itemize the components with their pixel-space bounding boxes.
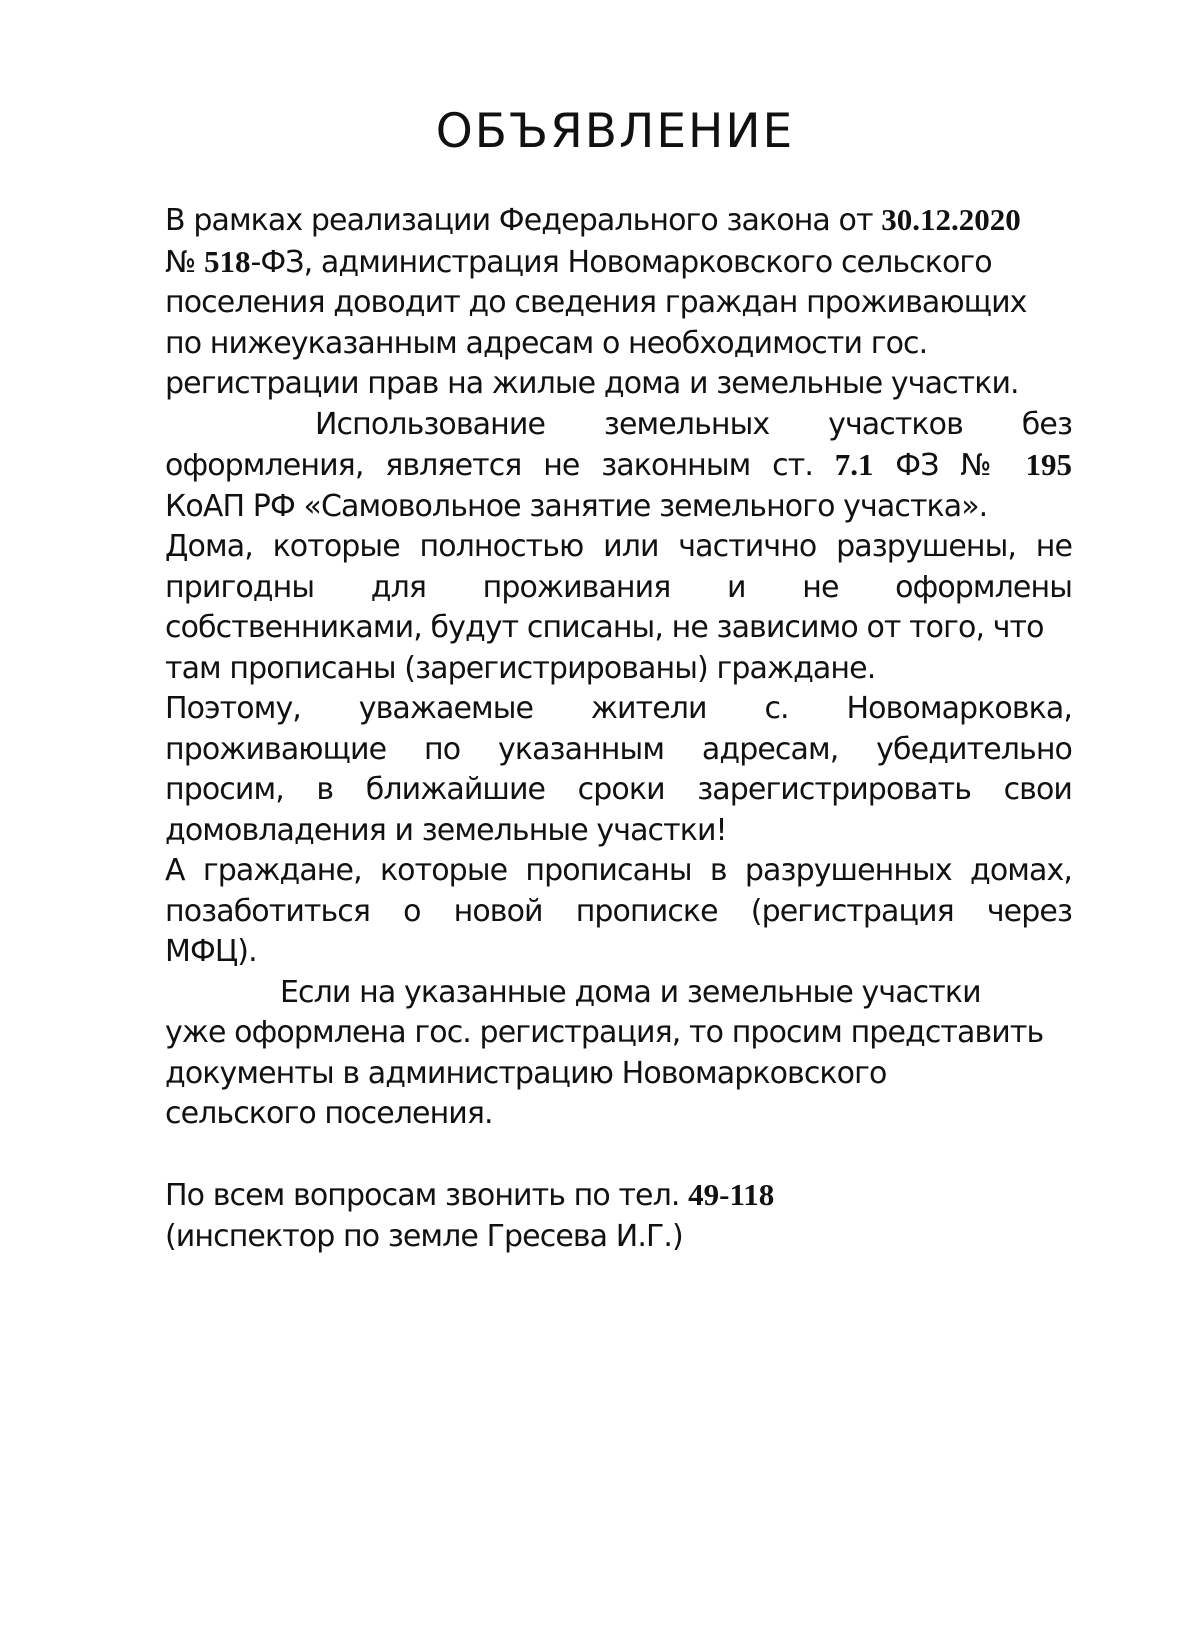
page-title: ОБЪЯВЛЕНИЕ [435, 104, 795, 159]
paragraph-land-use [165, 405, 1072, 528]
text-line: КоАП РФ «Самовольное занятие земельного участка». [165, 488, 988, 524]
announcement-body [165, 200, 1072, 1257]
law-number: 518 [203, 243, 251, 279]
paragraph-documents [165, 973, 1072, 1135]
text-line: там прописаны (зарегистрированы) граждане. [165, 650, 876, 686]
text-line: Если на указанные дома и земельные участки [280, 974, 981, 1010]
text-line: № 518-ФЗ, администрация Новомарковского сельского [165, 243, 992, 280]
text-line: сельского поселения. [165, 1096, 493, 1131]
text-line: регистрации прав на жилые дома и земельные участки. [165, 366, 1019, 401]
text-line: По всем вопросам звонить по тел. 49-118 [165, 1177, 775, 1213]
text-line: по нижеуказанным адресам о необходимости гос. [165, 325, 928, 361]
paragraph-law-reference [165, 200, 1072, 405]
paragraph-ruined-houses [165, 527, 1072, 689]
text-line: Дома, которые полностью или частично разрушены, не [165, 529, 1072, 564]
text-line: Использование земельных участков без [315, 406, 1072, 442]
text-line: позаботиться о новой прописке (регистрация через [165, 893, 1072, 929]
text-line: оформления, является не законным ст. 7.1 ФЗ № 195 [165, 447, 1072, 483]
spacer [165, 1135, 1072, 1176]
inspector-name: (инспектор по земле Гресева И.Г.) [165, 1218, 683, 1254]
text-line: собственниками, будут списаны, не зависимо от того, что [165, 610, 1044, 645]
text-line: пригодны для проживания и не оформлены [165, 569, 1072, 605]
text-line: проживающие по указанным адресам, убедительно [165, 731, 1072, 767]
text-line: В рамках реализации Федерального закона от 30.12.2020 [165, 202, 1021, 238]
text-line: просим, в ближайшие сроки зарегистрировать свои [165, 772, 1072, 807]
text-line: Поэтому, уважаемые жители с. Новомарковка, [165, 691, 1072, 726]
text-line: уже оформлена гос. регистрация, то просим представить [165, 1015, 1044, 1050]
paragraph-request [165, 689, 1072, 851]
text-line: МФЦ). [165, 934, 257, 969]
law-number: 195 [1025, 447, 1072, 482]
text-line: А граждане, которые прописаны в разрушенных домах, [165, 853, 1072, 888]
article-number: 7.1 [834, 447, 874, 482]
text-line: поселения доводит до сведения граждан проживающих [165, 285, 1027, 320]
contact-block [165, 1175, 1072, 1257]
law-date: 30.12.2020 [881, 202, 1021, 237]
text-line: документы в администрацию Новомарковского [165, 1055, 887, 1091]
phone-number: 49-118 [688, 1177, 775, 1212]
text-line: домовладения и земельные участки! [165, 812, 727, 848]
paragraph-new-registration [165, 851, 1072, 973]
